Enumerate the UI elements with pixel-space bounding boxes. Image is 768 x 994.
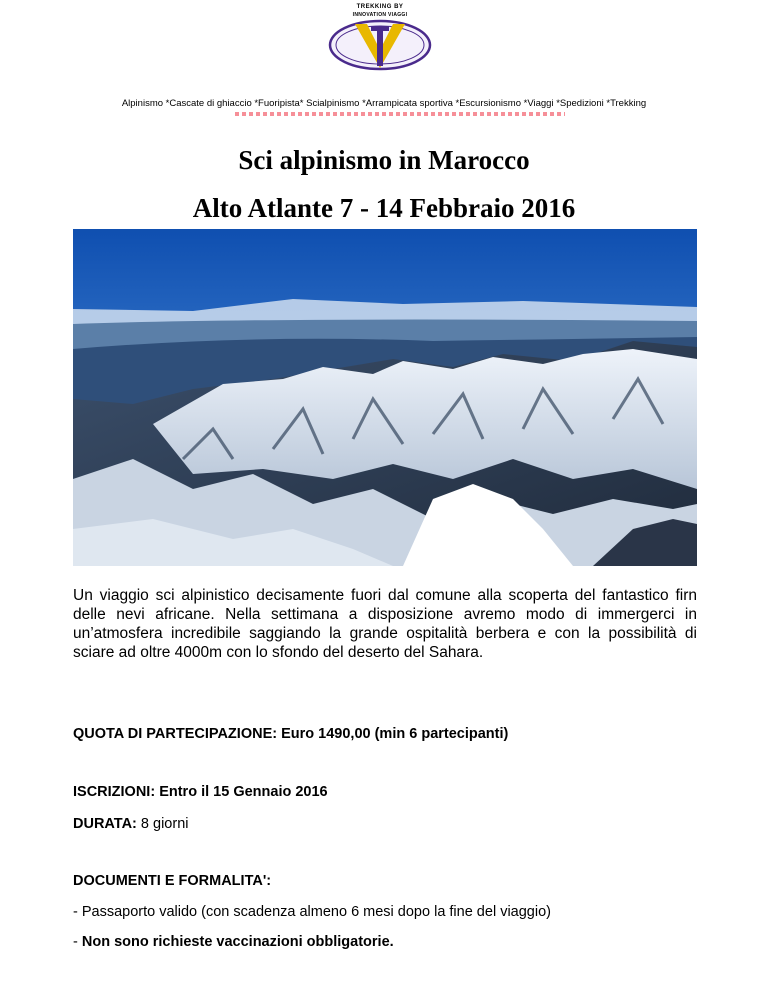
page-title: Sci alpinismo in Marocco xyxy=(238,145,530,175)
iscrizioni-line xyxy=(73,784,328,800)
logo-emblem-icon xyxy=(327,18,433,72)
mountain-photo xyxy=(73,229,697,566)
header-contact-strip xyxy=(235,112,565,116)
intro-paragraph: Un viaggio sci alpinistico decisamente fuori dal comune alla scoperta del fantastico firn delle nevi africane. Nella settimana a disposizione avremo modo di immergerci in un’atmosfera incredibile saggiando la grande ospitalità berbera e con la possibilità di sciare ad oltre 4000m con lo sfondo del deserto del Sahara. xyxy=(73,587,697,661)
documenti-heading xyxy=(73,873,271,889)
durata-value: 8 giorni xyxy=(136,816,189,832)
documenti-item-prefix: - xyxy=(73,934,82,950)
durata-line xyxy=(73,816,188,832)
page-subtitle: Alto Atlante 7 - 14 Febbraio 2016 xyxy=(192,193,576,223)
documenti-item-vaccinations xyxy=(73,934,394,950)
durata-label: DURATA: xyxy=(73,816,137,832)
quota-line xyxy=(73,726,508,742)
documenti-heading-text: DOCUMENTI E FORMALITA': xyxy=(73,873,272,889)
quota-label: QUOTA DI PARTECIPAZIONE: xyxy=(73,726,278,742)
logo-caption: TREKKING BY xyxy=(356,4,404,10)
documenti-item-bold: Non sono richieste vaccinazioni obbligatorie. xyxy=(81,934,394,950)
iscrizioni-value: Entro il 15 Gennaio 2016 xyxy=(155,784,328,800)
quota-value: Euro 1490,00 (min 6 partecipanti) xyxy=(277,726,509,742)
documenti-item-passport: - Passaporto valido (con scadenza almeno 6 mesi dopo la fine del viaggio) xyxy=(73,904,551,920)
activities-list: Alpinismo *Cascate di ghiaccio *Fuoripista* Scialpinismo *Arrampicata sportiva *Escursionismo *Viaggi *Spedizioni *Trekking xyxy=(121,98,647,109)
logo-subcaption: INNOVATION VIAGGI xyxy=(352,12,408,18)
iscrizioni-label: ISCRIZIONI: xyxy=(73,784,156,800)
logo xyxy=(325,4,435,72)
